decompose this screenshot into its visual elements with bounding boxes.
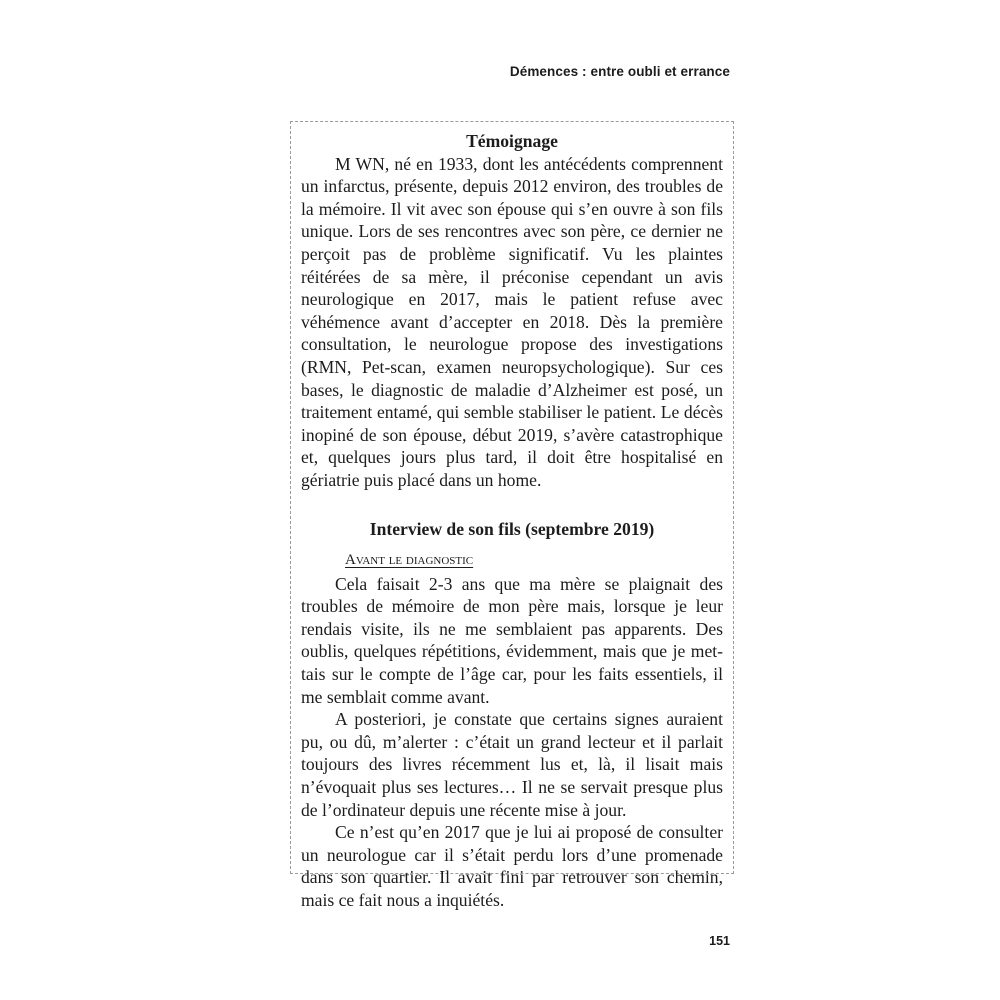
interview-paragraph-1: Cela faisait 2-3 ans que ma mère se plaignait des troubles de mémoire de mon père mais, lorsque je leur rendais visite, ils ne me semblaient pas apparents. Des oublis, quelques répétitions, évidemment, mais que je mettais sur le compte de l’âge car, pour les faits essentiels, il me semblait comme avant. [301,573,723,707]
page-number: 151 [709,934,730,948]
interview-paragraph-2: A posteriori, je constate que certains signes auraient pu, ou dû, m’alerter : c’était un grand lecteur et il parlait toujours des livres récemment lus et, là, il lisait mais n’évoquait plus ses lectures… Il ne se servait presque plus de l’ordinateur depuis une récente mise à jour. [301,709,723,820]
section-subheading: Avant le diagnostic [345,552,474,569]
intro-paragraph: M WN, né en 1933, dont les antécédents comprennent un infarctus, présente, depuis 2012 environ, des troubles de la mémoire. Il vit avec son épouse qui s’en ouvre à son fils unique. Lors de ses rencontres avec son père, ce dernier ne perçoit pas de problème significatif. Vu les plaintes réitérées de sa mère, il préconise cependant un avis neurologique en 2017, mais le patient refuse avec véhémence avant d’accepter en 2018. Dès la première consultation, le neurologue propose des investigations (RMN, Pet-scan, examen neuropsychologique). Sur ces bases, le diagnostic de maladie d’Alzheimer est posé, un traitement entamé, qui semble stabiliser le patient. Le décès inopiné de son épouse, début 2019, s’avère catastrophique et, quelques jours plus tard, il doit être hospitalisé en gériatrie puis placé dans un home. [301,153,723,490]
box-title: Témoignage [466,131,558,151]
interview-paragraph-3: Ce n’est qu’en 2017 que je lui ai proposé de consulter un neurologue car il s’était perdu lors d’une promenade dans son quartier. Il avait fini par retrouver son chemin, mais ce fait nous a inquiétés. [301,822,723,910]
running-header: Démences : entre oubli et errance [509,64,730,79]
interview-title: Interview de son fils (septembre 2019) [369,518,655,539]
testimony-box [290,121,734,910]
